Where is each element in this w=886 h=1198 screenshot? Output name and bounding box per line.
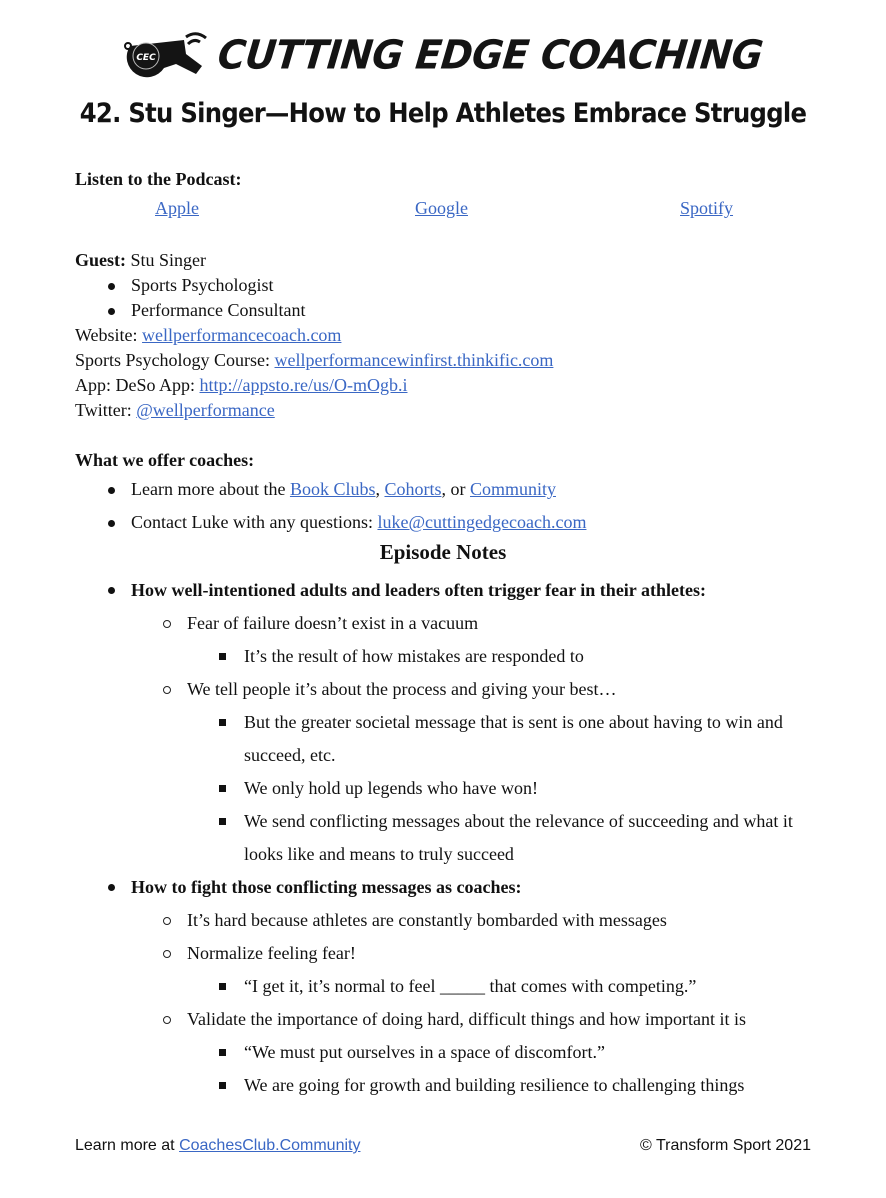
square-bullet-icon [219,1049,226,1056]
podcast-label: Listen to the Podcast: [75,169,242,189]
guest-label: Guest: [75,250,126,270]
notes-subpoint: We send conflicting messages about the relevance of succeeding and what it looks like and means to truly succeed [75,805,835,871]
logo-badge: CEC [136,53,156,63]
circle-bullet-icon [163,686,171,694]
email-link[interactable]: luke@cuttingedgecoach.com [377,512,587,532]
bullet-icon [108,587,115,594]
square-bullet-icon [219,653,226,660]
brand-name: CUTTING EDGE COACHING [215,31,765,79]
offer-item: Contact Luke with any questions: luke@cuttingedgecoach.com [75,506,586,539]
bullet-icon [108,884,115,891]
circle-bullet-icon [163,917,171,925]
notes-subpoint: It’s the result of how mistakes are responded to [75,640,835,673]
square-bullet-icon [219,983,226,990]
cohorts-link[interactable]: Cohorts [384,479,442,499]
google-podcast-link[interactable]: Google [415,198,468,218]
square-bullet-icon [219,818,226,825]
notes-subpoint: We are going for growth and building resilience to challenging things [75,1069,835,1102]
bullet-icon [108,520,115,527]
course-link[interactable]: wellperformancewinfirst.thinkific.com [274,350,554,370]
guest-role: Sports Psychologist [75,273,305,298]
guest-section [75,248,305,323]
community-link[interactable]: Community [469,479,556,499]
notes-point: Normalize feeling fear! [75,937,835,970]
course-line: Sports Psychology Course: wellperformancewinfirst.thinkific.com [75,350,554,370]
twitter-line: Twitter: @wellperformance [75,400,275,420]
notes-point: We tell people it’s about the process and giving your best… [75,673,835,706]
episode-notes [75,574,835,1102]
bullet-icon [108,308,115,315]
twitter-link[interactable]: @wellperformance [136,400,275,420]
offer-section [75,448,586,539]
notes-section: How well-intentioned adults and leaders often trigger fear in their athletes: [75,574,835,607]
footer-learn-more: Learn more at CoachesClub.Community [75,1137,361,1154]
circle-bullet-icon [163,620,171,628]
circle-bullet-icon [163,950,171,958]
episode-notes-heading: Episode Notes [379,540,507,564]
guest-info [75,323,553,423]
coaches-club-link[interactable]: CoachesClub.Community [179,1137,361,1154]
notes-subpoint: We only hold up legends who have won! [75,772,835,805]
guest-role: Performance Consultant [75,298,305,323]
circle-bullet-icon [163,1016,171,1024]
offer-item: Learn more about the Book Clubs, Cohorts, or Community [75,473,586,506]
bullet-icon [108,487,115,494]
square-bullet-icon [219,1082,226,1089]
copyright: © Transform Sport 2021 [640,1137,811,1154]
app-link[interactable]: http://appsto.re/us/O-mOgb.i [199,375,408,395]
website-line: Website: wellperformancecoach.com [75,325,342,345]
bullet-icon [108,283,115,290]
notes-subpoint: But the greater societal message that is sent is one about having to win and succeed, etc. [75,706,835,772]
notes-subpoint: “We must put ourselves in a space of discomfort.” [75,1036,835,1069]
app-line: App: DeSo App: http://appsto.re/us/O-mOgb.i [75,375,408,395]
square-bullet-icon [219,785,226,792]
website-link[interactable]: wellperformancecoach.com [142,325,342,345]
offer-label: What we offer coaches: [75,450,255,470]
apple-podcast-link[interactable]: Apple [155,198,199,218]
notes-point: It’s hard because athletes are constantly bombarded with messages [75,904,835,937]
notes-section: How to fight those conflicting messages as coaches: [75,871,835,904]
guest-line [75,248,305,273]
spotify-podcast-link[interactable]: Spotify [680,198,734,218]
notes-subpoint: “I get it, it’s normal to feel _____ that comes with competing.” [75,970,835,1003]
notes-point: Validate the importance of doing hard, difficult things and how important it is [75,1003,835,1036]
episode-title: 42. Stu Singer—How to Help Athletes Embrace Struggle [79,98,807,129]
book-clubs-link[interactable]: Book Clubs [289,479,376,499]
logo [0,32,886,78]
whistle-icon [124,32,208,78]
square-bullet-icon [219,719,226,726]
guest-name: Stu Singer [130,250,207,270]
notes-point: Fear of failure doesn’t exist in a vacuum [75,607,835,640]
